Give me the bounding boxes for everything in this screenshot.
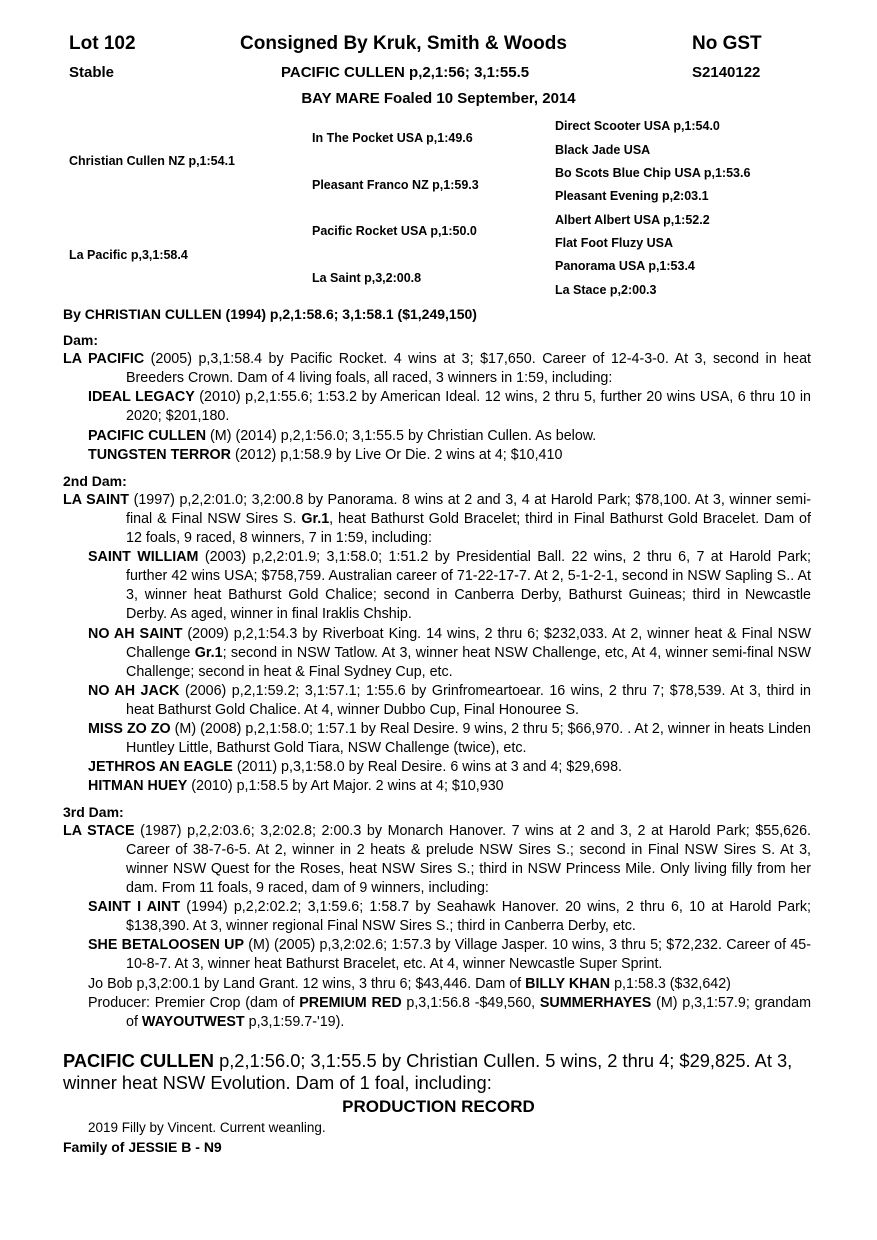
foal-entry: PACIFIC CULLEN (M) (2014) p,2,1:56.0; 3,1:55.5 by Christian Cullen. As below. [88,428,597,444]
horse-title: PACIFIC CULLEN p,2,1:56; 3,1:55.5 [281,64,530,81]
foal-entry: HITMAN HUEY (2010) p,1:58.5 by Art Major. 2 wins at 4; $10,930 [88,778,504,794]
pedigree-gen3: Bo Scots Blue Chip USA p,1:53.6 [555,166,751,180]
lot-code: S2140122 [692,64,761,81]
foal-entry: NO AH JACK (2006) p,2,1:59.2; 3,1:57.1; 1:55.6 by Grinfromeartoear. 16 wins, 2 thru 7; $78,539. At 3, third in heat Bathurst Gold Chalice. At 4, winner Dubbo Cup, Final Honouree S. [88,683,812,718]
dam-record: LA PACIFIC (2005) p,3,1:58.4 by Pacific Rocket. 4 wins at 3; $17,650. Career of 12-4-3-0. At 3, second in heat Breeders Crown. Dam of 4 living foals, all raced, 3 winners in 1:59, including: [63,351,811,386]
pedigree-gen3: Flat Foot Fluzy USA [555,236,674,250]
summary-name: PACIFIC CULLEN [63,1050,214,1071]
pedigree-gen2: Pacific Rocket USA p,1:50.0 [312,224,477,238]
dam2-name: LA SAINT [63,492,129,508]
pedigree-gen3: La Stace p,2:00.3 [555,283,657,297]
pedigree-gen3: Pleasant Evening p,2:03.1 [555,189,709,203]
foal-entry: MISS ZO ZO (M) (2008) p,2,1:58.0; 1:57.1 by Real Desire. 9 wins, 2 thru 5; $66,970. . At 2, winner in heats Linden Huntley Little, Bathurst Gold Tiara, NSW Challenge (twice), etc. [88,721,811,756]
lot-summary: PACIFIC CULLEN p,2,1:56.0; 3,1:55.5 by Christian Cullen. 5 wins, 2 thru 4; $29,825. At 3, winner heat NSW Evolution. Dam of 1 foal, including: [63,1050,793,1093]
pedigree-sire: Christian Cullen NZ p,1:54.1 [69,154,236,168]
dam-name: LA PACIFIC [63,351,145,367]
foal-entry: JETHROS AN EAGLE (2011) p,3,1:58.0 by Real Desire. 6 wins at 3 and 4; $29,698. [88,759,623,775]
foal-entry: TUNGSTEN TERROR (2012) p,1:58.9 by Live Or Die. 2 wins at 4; $10,410 [88,447,563,463]
location: Stable [69,64,115,81]
lot-number: Lot 102 [69,33,136,54]
foal-entry: IDEAL LEGACY (2010) p,2,1:55.6; 1:53.2 by American Ideal. 12 wins, 2 thru 5, further 20 wins USA, 6 thru 10 in 2020; $201,180. [88,389,811,424]
foal-entry: SHE BETALOOSEN UP (M) (2005) p,3,2:02.6; 1:57.3 by Village Jasper. 10 wins, 3 thru 5; $72,232. Career of 45-10-8-7. At 3, winner heat Bathurst Bracelet, etc. At 4, winner Newcastle Super Sprint. [88,937,811,972]
foal-entry: SAINT I AINT (1994) p,2,2:02.2; 3,1:59.6; 1:58.7 by Seahawk Hanover. 20 wins, 2 thru 6, 10 at Harold Park; $138,390. At 3, winner regional Final NSW Sires S.; third in Canberra Derby, etc. [88,899,811,934]
foal-entry: Jo Bob p,3,2:00.1 by Land Grant. 12 wins, 3 thru 6; $43,446. Dam of BILLY KHAN p,1:58.3 ($32,642) [88,976,731,992]
family-line: Family of JESSIE B - N9 [63,1139,222,1155]
foal-entry: SAINT WILLIAM (2003) p,2,2:01.9; 3,1:58.0; 1:51.2 by Presidential Ball. 22 wins, 2 thru 6, 7 at Harold Park; further 42 wins USA; $758,759. Australian career of 71-22-17-7. At 2, 5-1-2-1, second in NSW Sapling S.. At 3, winner heat Bathurst Gold Chalice; second in Canberra Derby, Bathurst Guineas; third in Newcastle Derby. As aged, winner in final Iraklis Chship. [88,549,811,622]
producer-entry: Producer: Premier Crop (dam of PREMIUM RED p,3,1:56.8 -$49,560, SUMMERHAYES (M) p,3,1:57.9; grandam of WAYOUTWEST p,3,1:59.7-'19). [88,995,811,1030]
sire-line: By CHRISTIAN CULLEN (1994) p,2,1:58.6; 3,1:58.1 ($1,249,150) [63,306,477,322]
pedigree-gen3: Panorama USA p,1:53.4 [555,259,695,273]
consignor: Consigned By Kruk, Smith & Woods [240,33,567,54]
gst-status: No GST [692,33,762,54]
production-heading: PRODUCTION RECORD [342,1097,535,1116]
dam3-name: LA STACE [63,823,135,839]
pedigree-dam: La Pacific p,3,1:58.4 [69,248,188,262]
foal-entry: NO AH SAINT (2009) p,2,1:54.3 by Riverboat King. 14 wins, 2 thru 6; $232,033. At 2, winner heat & Final NSW Challenge Gr.1; second in NSW Tatlow. At 3, winner heat NSW Challenge, etc, At 4, winner semi-final NSW Challenge; second in heat & Final Sydney Cup, etc. [88,626,811,680]
pedigree-gen3: Direct Scooter USA p,1:54.0 [555,119,720,133]
dam3-record: LA STACE (1987) p,2,2:03.6; 3,2:02.8; 2:00.3 by Monarch Hanover. 7 wins at 2 and 3, 2 at Harold Park; $55,626. Career of 38-7-6-5. At 2, winner in 2 heats & prelude NSW Sires S.; second in Final NSW Sires S. At 3, winner NSW Quest for the Roses, heat NSW Sires S.; third in NSW Princess Mile. Only living filly from her dam. From 11 foals, 9 raced, dam of 9 winners, including: [63,823,811,896]
pedigree-gen2: La Saint p,3,2:00.8 [312,271,422,285]
pedigree-gen3: Black Jade USA [555,143,651,157]
pedigree-gen3: Albert Albert USA p,1:52.2 [555,213,710,227]
pedigree-gen2: Pleasant Franco NZ p,1:59.3 [312,178,479,192]
dam3-heading: 3rd Dam: [63,804,124,820]
pedigree-gen2: In The Pocket USA p,1:49.6 [312,131,473,145]
horse-description: BAY MARE Foaled 10 September, 2014 [301,90,576,107]
dam2-heading: 2nd Dam: [63,473,127,489]
dam2-record: LA SAINT (1997) p,2,2:01.0; 3,2:00.8 by Panorama. 8 wins at 2 and 3, 4 at Harold Park; $78,100. At 3, winner semi-final & Final NSW Sires S. Gr.1, heat Bathurst Gold Bracelet; third in Final Bathurst Gold Bracelet. Dam of 12 foals, 9 raced, 8 winners, 7 in 1:59, including: [63,492,812,546]
dam-heading: Dam: [63,332,99,348]
production-entry: 2019 Filly by Vincent. Current weanling. [88,1120,326,1135]
